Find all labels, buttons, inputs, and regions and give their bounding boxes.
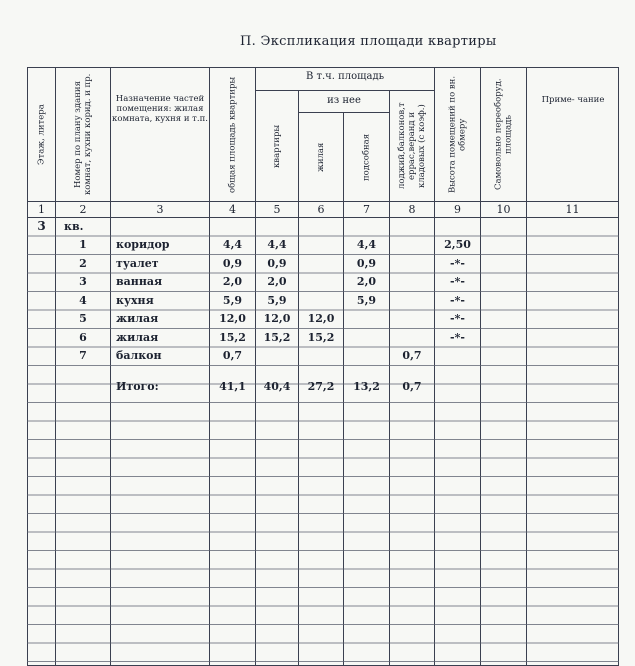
- header-height: Высота помещений по вн. обмеру: [447, 75, 468, 194]
- living-area: 12,0: [307, 312, 335, 325]
- auxiliary-area: 0,9: [356, 256, 377, 270]
- header-apartment-area: квартиры: [272, 124, 282, 168]
- column-number: 4: [229, 203, 236, 216]
- header-auxiliary: подсобная: [361, 133, 372, 181]
- page-title: П. Экспликация площади квартиры: [240, 34, 497, 49]
- auxiliary-area: 2,0: [356, 275, 377, 288]
- header-total-area: общая площадь квартиры: [227, 76, 238, 193]
- column-number: 3: [156, 203, 164, 216]
- living-area: [299, 347, 343, 364]
- balcony-area: [390, 292, 434, 309]
- header-room-number: Номер по плану здания комнат, кухни корид. и пр.: [73, 73, 93, 196]
- room-number: 6: [79, 330, 87, 344]
- living-area: 15,2: [307, 330, 335, 344]
- room-height: -*-: [450, 312, 465, 325]
- apartment-area: 4,4: [267, 238, 287, 251]
- header-note: Приме- чание: [541, 95, 605, 105]
- room-height: -*-: [450, 256, 465, 270]
- column-number: 7: [363, 203, 370, 216]
- header-subgroup: из нее: [327, 95, 361, 106]
- column-number: 5: [273, 203, 281, 216]
- room-name: жилая: [116, 312, 159, 325]
- header-group: В т.ч. площадь: [305, 71, 385, 82]
- floor-number: 3: [37, 219, 46, 233]
- column-number: 11: [565, 203, 580, 216]
- column-number: 10: [496, 203, 511, 216]
- header-unauthorized: Самовольно переоборуд. площадь: [493, 78, 514, 191]
- balcony-area: [390, 329, 434, 346]
- total-area: 4,4: [222, 238, 243, 251]
- room-number: 4: [79, 293, 87, 307]
- auxiliary-area: [344, 310, 389, 327]
- auxiliary-area: [344, 329, 389, 346]
- column-number: 9: [454, 203, 461, 216]
- column-number: 1: [38, 203, 45, 216]
- room-number: 7: [79, 349, 87, 362]
- totals-label: Итого:: [116, 380, 159, 393]
- header-balcony: лоджий,балконов,т еррас,веранд и кладовых (с коэф.): [397, 102, 427, 190]
- header-floor: Этаж, литера: [36, 104, 47, 165]
- room-name: балкон: [116, 349, 162, 362]
- column-number: 8: [408, 203, 416, 216]
- total-area: 0,7: [222, 349, 243, 362]
- totals-apartment-area: 40,4: [263, 380, 291, 393]
- room-number: 5: [79, 312, 87, 325]
- apartment-label: кв.: [64, 220, 84, 233]
- balcony-area: [390, 255, 434, 272]
- room-height: -*-: [450, 293, 465, 307]
- apartment-area: 0,9: [267, 256, 287, 270]
- total-area: 0,9: [222, 256, 243, 270]
- header-purpose: Назначение частей помещения: жилая комната, кухня и т.п.: [112, 94, 208, 124]
- living-area: [299, 292, 343, 309]
- auxiliary-area: 4,4: [356, 238, 377, 251]
- apartment-area: 15,2: [263, 330, 291, 344]
- totals-balcony-area: 0,7: [402, 380, 422, 393]
- total-area: 2,0: [222, 275, 243, 288]
- apartment-area: 5,9: [267, 293, 287, 307]
- total-area: 15,2: [219, 330, 246, 344]
- room-name: жилая: [116, 330, 159, 344]
- room-height: [435, 347, 480, 364]
- totals-total-area: 41,1: [219, 380, 246, 393]
- total-area: 12,0: [219, 312, 246, 325]
- room-name: кухня: [116, 293, 154, 307]
- room-name: туалет: [116, 256, 159, 270]
- balcony-area: 0,7: [402, 349, 422, 362]
- totals-auxiliary-area: 13,2: [353, 380, 380, 393]
- living-area: [299, 273, 343, 290]
- apartment-area: [256, 347, 298, 364]
- total-area: 5,9: [222, 293, 243, 307]
- balcony-area: [390, 310, 434, 327]
- auxiliary-area: 5,9: [356, 293, 377, 307]
- room-number: 1: [79, 238, 87, 251]
- balcony-area: [390, 236, 434, 253]
- totals-living-area: 27,2: [307, 380, 335, 393]
- apartment-area: 12,0: [263, 312, 291, 325]
- apartment-area: 2,0: [267, 275, 287, 288]
- header-living: жилая: [316, 142, 326, 172]
- room-name: коридор: [116, 238, 170, 251]
- room-name: ванная: [116, 275, 163, 288]
- room-number: 2: [79, 256, 87, 270]
- room-height: -*-: [450, 330, 465, 344]
- column-number: 6: [317, 203, 325, 216]
- column-number: 2: [79, 203, 87, 216]
- living-area: [299, 255, 343, 272]
- balcony-area: [390, 273, 434, 290]
- room-number: 3: [79, 275, 87, 288]
- room-height: 2,50: [444, 238, 471, 251]
- room-height: -*-: [450, 275, 465, 288]
- living-area: [299, 236, 343, 253]
- auxiliary-area: [344, 347, 389, 364]
